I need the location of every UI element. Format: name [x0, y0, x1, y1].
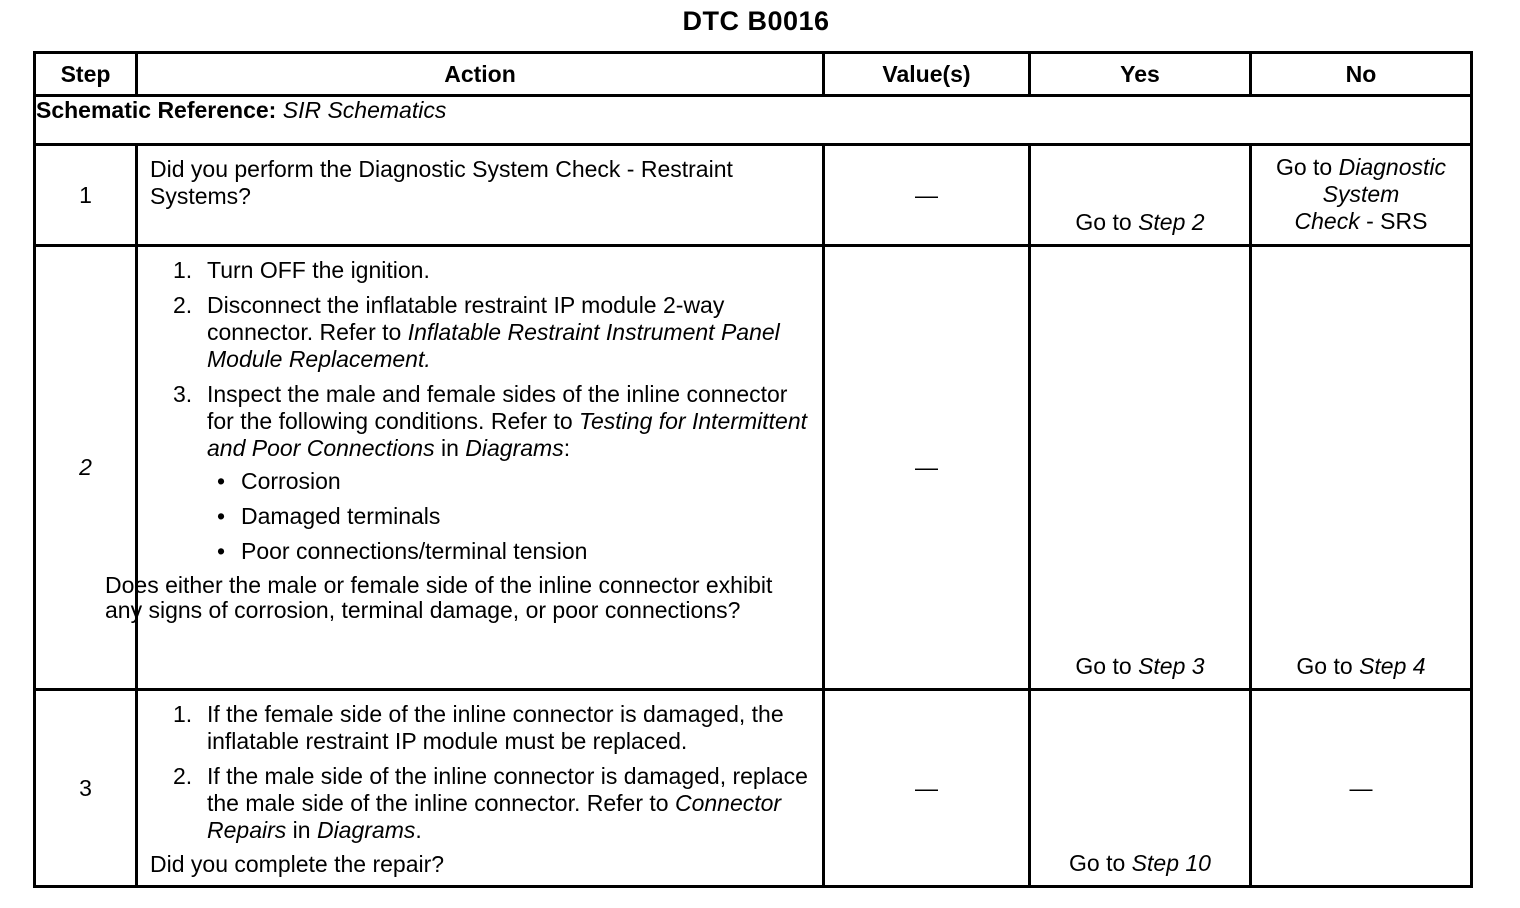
header-step: Step	[35, 53, 137, 96]
no-suffix: - SRS	[1366, 208, 1428, 234]
item-end: :	[563, 435, 571, 461]
header-row	[35, 53, 1472, 96]
no-prefix: Go to	[1296, 653, 1353, 679]
step-number: 3	[35, 690, 137, 887]
action-text: Did you perform the Diagnostic System Check - Restraint Systems?	[150, 156, 733, 209]
header-yes: Yes	[1030, 53, 1251, 96]
item-ref-link[interactable]: Inflatable Restraint Instrument Panel Module Replacement.	[207, 319, 780, 372]
item-number: 2.	[173, 763, 193, 789]
action-question: Did you complete the repair?	[150, 851, 445, 877]
yes-step-link[interactable]: Step 2	[1138, 209, 1205, 235]
schematic-reference	[35, 96, 1472, 145]
item-ref-link[interactable]: Testing for Intermittent and Poor Connections	[207, 408, 808, 461]
no-prefix: Go to	[1275, 154, 1333, 180]
no-cell	[1251, 246, 1472, 690]
list-item	[173, 701, 812, 755]
yes-cell	[1030, 145, 1251, 246]
item-number: 1.	[173, 257, 193, 283]
item-ref-link[interactable]: Connector Repairs	[207, 790, 782, 843]
action-cell	[137, 690, 824, 887]
item-number: 3.	[173, 381, 193, 407]
no-cell: —	[1251, 690, 1472, 887]
action-list	[150, 257, 812, 565]
header-values: Value(s)	[824, 53, 1030, 96]
step-number: 1	[35, 145, 137, 246]
item-ref-link-2[interactable]: Diagrams	[316, 817, 416, 843]
action-list	[150, 701, 812, 844]
value-cell: —	[824, 145, 1030, 246]
item-mid: in	[441, 435, 459, 461]
item-number: 1.	[173, 701, 193, 727]
list-item	[173, 292, 812, 373]
list-item	[173, 257, 812, 284]
item-text: If the male side of the inline connector is damaged, replace the male side of the inline connector. Refer to	[207, 763, 808, 816]
header-action: Action	[137, 53, 824, 96]
condition-item: • Damaged terminals	[231, 503, 812, 530]
yes-step-link[interactable]: Step 3	[1138, 653, 1205, 679]
no-step-link[interactable]: Step 4	[1359, 653, 1426, 679]
page-title: DTC B0016	[682, 6, 830, 36]
header-no: No	[1251, 53, 1472, 96]
list-item	[173, 763, 812, 844]
condition-item: • Poor connections/terminal tension	[231, 538, 812, 565]
no-ref-link[interactable]: Diagnostic System	[1322, 154, 1447, 207]
item-text: Disconnect the inflatable restraint IP module 2-way connector. Refer to	[207, 292, 725, 345]
value-cell: —	[824, 690, 1030, 887]
schematic-link[interactable]: SIR Schematics	[282, 97, 447, 123]
item-number: 2.	[173, 292, 193, 318]
table-row	[35, 690, 1472, 887]
yes-cell	[1030, 690, 1251, 887]
list-item	[173, 381, 812, 565]
step-number-text: 2	[79, 454, 92, 480]
action-cell	[137, 145, 824, 246]
value-cell: —	[824, 246, 1030, 690]
schematic-reference-row	[35, 96, 1472, 145]
item-text: If the female side of the inline connector is damaged, the inflatable restraint IP module must be replaced.	[207, 701, 784, 754]
condition-list	[207, 468, 812, 565]
yes-prefix: Go to	[1075, 209, 1132, 235]
no-cell	[1251, 145, 1472, 246]
yes-step-link[interactable]: Step 10	[1131, 850, 1211, 876]
schematic-label: Schematic Reference:	[36, 97, 277, 123]
yes-prefix: Go to	[1069, 850, 1126, 876]
table-row	[35, 246, 1472, 690]
table-row	[35, 145, 1472, 246]
yes-cell	[1030, 246, 1251, 690]
item-text: Inspect the male and female sides of the inline connector for the following conditions. Refer to	[207, 381, 788, 434]
yes-prefix: Go to	[1075, 653, 1132, 679]
no-ref-link-2[interactable]: Check	[1294, 208, 1360, 234]
item-text: Turn OFF the ignition.	[207, 257, 430, 283]
item-end: .	[415, 817, 422, 843]
action-question: Does either the male or female side of the inline connector exhibit any signs of corrosion, terminal damage, or poor connections?	[105, 572, 773, 623]
item-ref-link-2[interactable]: Diagrams	[465, 435, 564, 461]
condition-item: • Corrosion	[231, 468, 812, 495]
item-mid: in	[292, 817, 311, 843]
action-cell	[105, 246, 824, 690]
diagnostic-table	[33, 51, 1473, 888]
